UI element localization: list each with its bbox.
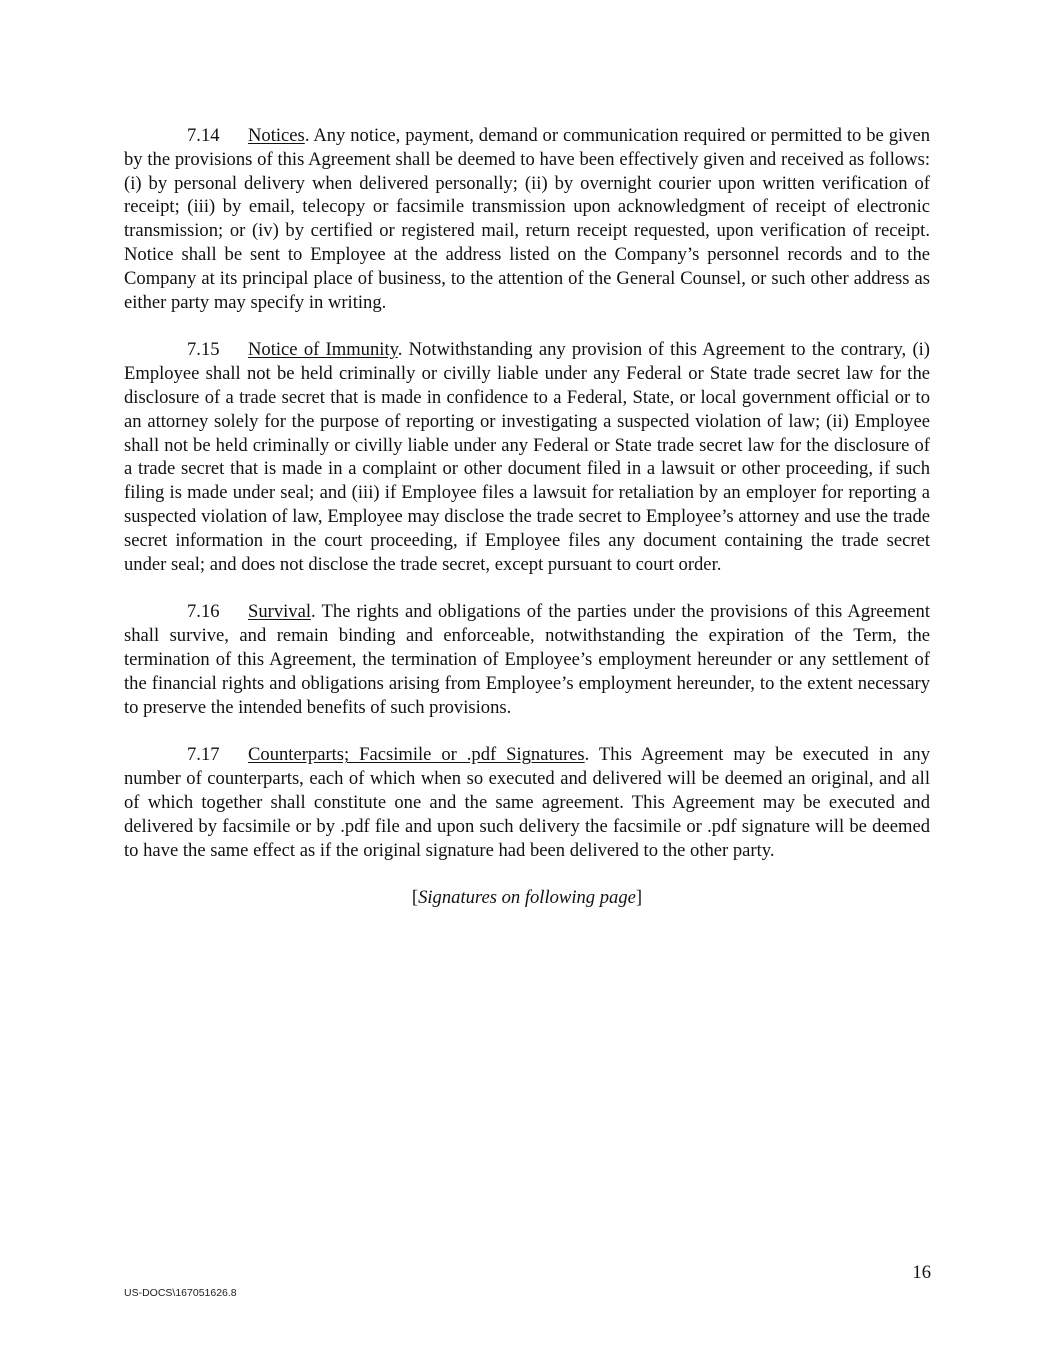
section-text: . Notwithstanding any provision of this Agreement to the contrary, (i) Employee shall not be held criminally or civilly liable under any Federal or State trade secret law for the disclosure of a trade secret that is made in confidence to a Federal, State, or local government official or to an attorney solely for the purpose of reporting or investigating a suspected violation of law; (ii) Employee shall not be held criminally or civilly liable under any Federal or State trade secret law for the disclosure of a trade secret that is made in a complaint or other document filed in a lawsuit or other proceeding, if such filing is made under seal; and (iii) if Employee files a lawsuit for retaliation by an employer for reporting a suspected violation of law, Employee may disclose the trade secret to Employee’s attorney and use the trade secret information in the court proceeding, if Employee files any document containing the trade secret under seal; and does not disclose the trade secret, except pursuant to court order.	[124, 339, 930, 575]
section-heading: Survival	[248, 601, 312, 623]
section-number: 7.16	[187, 601, 220, 623]
section-heading: Counterparts; Facsimile or .pdf Signatures	[248, 744, 585, 766]
section-number: 7.14	[187, 125, 220, 146]
document-body	[124, 124, 930, 910]
section-text: . This Agreement may be executed in any number of counterparts, each of which when so executed and delivered will be deemed an original, and all of which together shall constitute one and the same agreement. This Agreement may be executed and delivered by facsimile or by .pdf file and upon such delivery the facsimile or .pdf signature will be deemed to have the same effect as if the original signature had been delivered to the other party.	[124, 744, 931, 861]
signatures-note-text: Signatures on following page	[418, 887, 636, 909]
section-heading: Notice of Immunity	[248, 339, 398, 361]
section-7-17	[124, 743, 930, 862]
section-text: . The rights and obligations of the parties under the provisions of this Agreement shall survive, and remain binding and enforceable, notwithstanding the expiration of the Term, the termination of this Agreement, the termination of Employee’s employment hereunder or any settlement of the financial rights and obligations arising from Employee’s employment hereunder, to the extent necessary to preserve the intended benefits of such provisions.	[124, 601, 930, 718]
document-id: US-DOCS\167051626.8	[124, 1287, 237, 1299]
section-number: 7.17	[187, 744, 220, 766]
section-7-16	[124, 600, 930, 719]
section-7-14	[124, 124, 930, 314]
section-7-15	[124, 338, 930, 576]
section-heading: Notices	[248, 125, 305, 146]
section-number: 7.15	[187, 339, 220, 361]
signatures-note	[124, 886, 930, 910]
section-text: . Any notice, payment, demand or communication required or permitted to be given by the provisions of this Agreement shall be deemed to have been effectively given and received as follows: (i) by personal delivery when delivered personally; (ii) by overnight courier upon written verification of receipt; (iii) by email, telecopy or facsimile transmission upon acknowledgment of receipt of electronic transmission; or (iv) by certified or registered mail, return receipt requested, upon verification of receipt. Notice shall be sent to Employee at the address listed on the Company’s personnel records and to the Company at its principal place of business, to the attention of the General Counsel, or such other address as either party may specify in writing.	[124, 125, 930, 313]
close-bracket: ]	[635, 887, 643, 909]
open-bracket: [	[411, 887, 419, 909]
page-number: 16	[912, 1262, 931, 1283]
